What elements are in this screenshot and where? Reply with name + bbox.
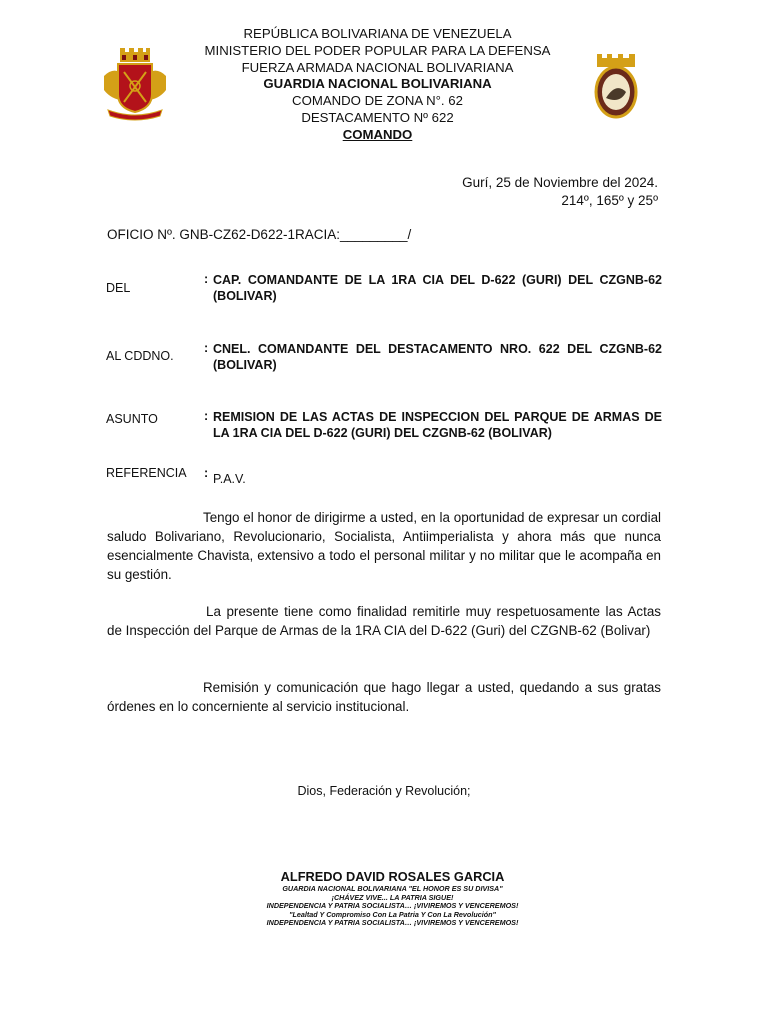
field-referencia-value: P.A.V. bbox=[213, 472, 246, 486]
header-detachment: DESTACAMENTO Nº 622 bbox=[301, 109, 454, 125]
body-paragraph-1-text: Tengo el honor de dirigirme a usted, en la oportunidad de expresar un cordial saludo Bolivariano, Revolucionario, Socialista, Antiimperialista y ahora más que nunca esencialmente Chavista, extensivo a todo el personal militar y no militar que le acompaña en su gestión. bbox=[107, 510, 661, 582]
motto-line-5: INDEPENDENCIA Y PATRIA SOCIALISTA… ¡VIVIREMOS Y VENCEREMOS! bbox=[266, 918, 519, 928]
closing-salutation: Dios, Federación y Revolución; bbox=[297, 784, 471, 798]
letterhead bbox=[150, 26, 605, 144]
body-paragraph-1 bbox=[107, 508, 661, 584]
body-paragraph-3 bbox=[107, 678, 661, 716]
motto-line-4: "Lealtad Y Compromiso Con La Patria Y Con La Revolución" bbox=[289, 909, 496, 919]
field-asunto-label: ASUNTO bbox=[106, 412, 158, 426]
field-al-line2: (BOLIVAR) bbox=[213, 358, 277, 372]
field-al-line1: CNEL. COMANDANTE DEL DESTACAMENTO NRO. 622 DEL CZGNB-62 bbox=[213, 342, 662, 356]
field-referencia-colon: : bbox=[204, 466, 209, 480]
header-command: COMANDO bbox=[342, 126, 413, 142]
motto-line-2: ¡CHÁVEZ VIVE... LA PATRIA SIGUE! bbox=[331, 892, 454, 902]
oficio-number: OFICIO Nº. GNB-CZ62-D622-1RACIA:_________/ bbox=[107, 227, 412, 242]
field-del-value bbox=[213, 272, 662, 304]
field-del-label: DEL bbox=[106, 281, 131, 295]
body-paragraph-2-text: La presente tiene como finalidad remitirle muy respetuosamente las Actas de Inspección del Parque de Armas de la 1RA CIA del D-622 (Guri) del CZGNB-62 (Bolivar) bbox=[107, 604, 661, 638]
header-ministry: MINISTERIO DEL PODER POPULAR PARA LA DEFENSA bbox=[204, 42, 551, 58]
motto-line-1: GUARDIA NACIONAL BOLIVARIANA "EL HONOR ES SU DIVISA" bbox=[282, 884, 503, 893]
field-del-line2: (BOLIVAR) bbox=[213, 289, 277, 303]
field-referencia-label: REFERENCIA bbox=[106, 466, 187, 480]
body-paragraph-3-text: Remisión y comunicación que hago llegar a usted, quedando a sus gratas órdenes en lo concerniente al servicio institucional. bbox=[107, 680, 661, 714]
field-del-colon: : bbox=[204, 272, 209, 286]
signer-name: ALFREDO DAVID ROSALES GARCIA bbox=[280, 869, 505, 884]
field-asunto-value bbox=[213, 409, 662, 441]
field-del-line1: CAP. COMANDANTE DE LA 1RA CIA DEL D-622 (GURI) DEL CZGNB-62 bbox=[213, 273, 662, 287]
field-al-value bbox=[213, 341, 662, 373]
header-guard: GUARDIA NACIONAL BOLIVARIANA bbox=[263, 76, 492, 92]
date-line: Gurí, 25 de Noviembre del 2024. bbox=[462, 175, 658, 190]
date-block bbox=[462, 174, 658, 210]
signature-block bbox=[200, 869, 585, 928]
field-al-label: AL CDDNO. bbox=[106, 349, 174, 363]
body-paragraph-2 bbox=[107, 602, 661, 640]
motto-line-3: INDEPENDENCIA Y PATRIA SOCIALISTA… ¡VIVIREMOS Y VENCEREMOS! bbox=[266, 901, 519, 911]
header-republic: REPÚBLICA BOLIVARIANA DE VENEZUELA bbox=[243, 26, 512, 41]
field-asunto-line2: LA 1RA CIA DEL D-622 (GURI) DEL CZGNB-62 (BOLIVAR) bbox=[213, 426, 552, 440]
era-line: 214º, 165º y 25º bbox=[561, 193, 658, 208]
field-asunto-line1: REMISION DE LAS ACTAS DE INSPECCION DEL PARQUE DE ARMAS DE bbox=[213, 410, 662, 424]
field-al-colon: : bbox=[204, 341, 209, 355]
field-asunto-colon: : bbox=[204, 409, 209, 423]
header-zone-command: COMANDO DE ZONA N°. 62 bbox=[292, 93, 463, 109]
header-armed-force: FUERZA ARMADA NACIONAL BOLIVARIANA bbox=[241, 59, 514, 75]
